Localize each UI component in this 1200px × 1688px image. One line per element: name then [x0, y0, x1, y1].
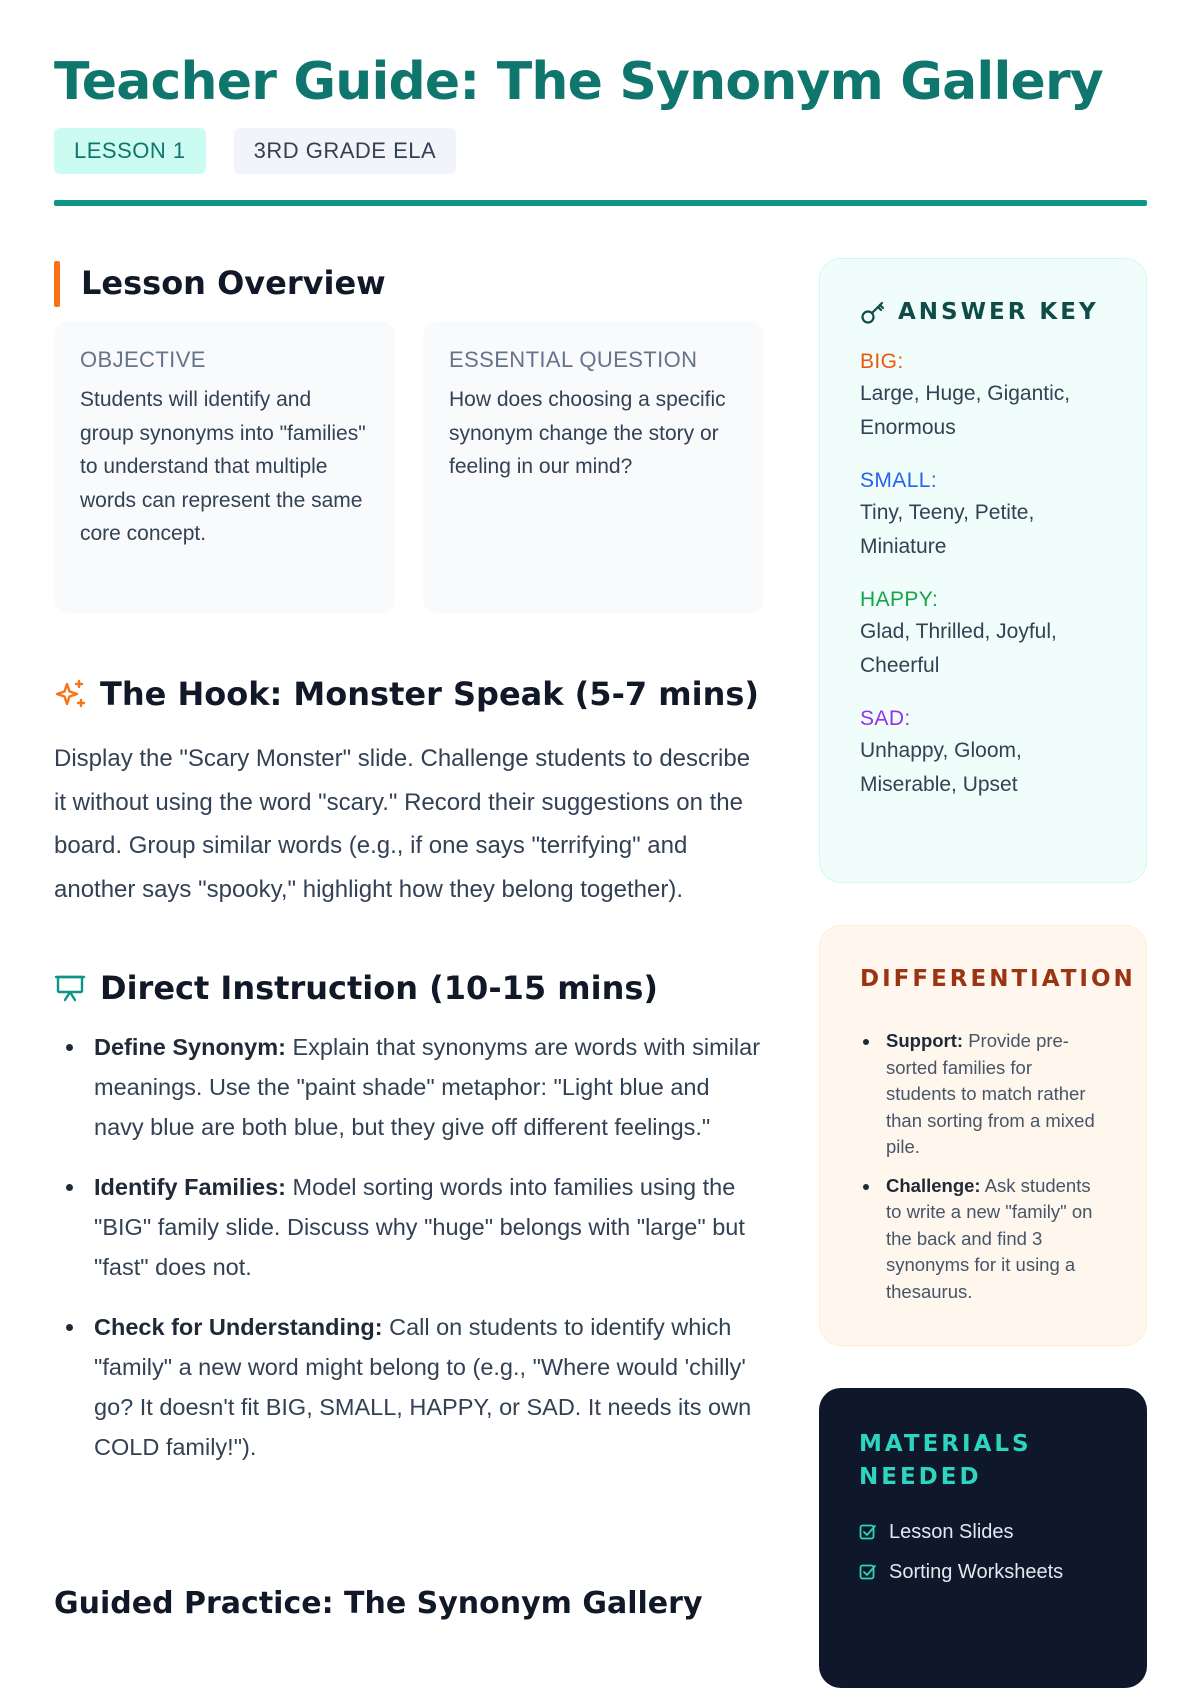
answer-key-title: ANSWER KEY	[898, 299, 1099, 325]
group-label: HAPPY:	[860, 588, 939, 611]
direct-instruction-heading	[54, 963, 764, 1013]
objective-card	[54, 321, 395, 613]
group-label: SAD:	[860, 707, 911, 730]
objective-text: Students will identify and group synonyms into "families" to understand that multiple words can represent the same core concept.	[80, 388, 366, 545]
grade-tag: 3RD GRADE ELA	[234, 128, 457, 174]
item-text: Model sorting words into families using the "BIG" family slide. Discuss why "huge" belongs with "large" but "fast" does not.	[94, 1174, 745, 1280]
direct-instruction-title: Direct Instruction (10-15 mins)	[100, 969, 659, 1007]
material-label: Lesson Slides	[889, 1520, 1014, 1543]
hook-heading	[54, 669, 764, 719]
checkbox-icon	[859, 1523, 877, 1541]
essential-question-card	[423, 321, 764, 613]
list-item	[860, 1173, 1106, 1306]
answer-group-small	[860, 466, 1106, 563]
overview-title: Lesson Overview	[81, 264, 386, 302]
materials-list	[859, 1512, 1107, 1592]
main-column	[54, 258, 764, 1487]
item-text: Provide pre-sorted families for students to match rather than sorting from a mixed pile.	[886, 1030, 1095, 1157]
group-words: Glad, Thrilled, Joyful, Cheerful	[860, 620, 1057, 677]
item-term: Check for Understanding:	[94, 1314, 383, 1340]
next-section-heading: Guided Practice: The Synonym Gallery	[54, 1586, 703, 1621]
page-title: Teacher Guide: The Synonym Gallery	[54, 52, 1103, 112]
overview-heading	[54, 258, 764, 308]
item-term: Identify Families:	[94, 1174, 286, 1200]
group-label: BIG:	[860, 350, 904, 373]
answer-key-heading	[860, 299, 1106, 325]
answer-group-happy	[860, 585, 1106, 682]
item-text: Call on students to identify which "family" a new word might belong to (e.g., "Where would 'chilly' go? It doesn't fit BIG, SMALL, HAPPY, or SAD. It needs its own COLD family!").	[94, 1314, 752, 1460]
list-item	[859, 1512, 1107, 1552]
differentiation-title: DIFFERENTIATION	[860, 966, 1136, 992]
list-item	[54, 1307, 764, 1467]
hook-text: Display the "Scary Monster" slide. Challenge students to describe it without using the word "scary." Record their suggestions on the board. Group similar words (e.g., if one says "terrifying" and another says "spooky," highlight how they belong together).	[54, 745, 751, 903]
item-term: Challenge:	[886, 1174, 981, 1196]
teacher-guide-page	[54, 0, 1147, 1621]
direct-instruction-list	[54, 1027, 764, 1467]
item-text: Explain that synonyms are words with similar meanings. Use the "paint shade" metaphor: "Light blue and navy blue are both blue, but they give off different feelings."	[94, 1034, 761, 1140]
group-words: Tiny, Teeny, Petite, Miniature	[860, 501, 1035, 558]
item-text: Ask students to write a new "family" on the back and find 3 synonyms for it using a thesaurus.	[886, 1174, 1093, 1302]
checkbox-icon	[859, 1563, 877, 1581]
item-term: Define Synonym:	[94, 1034, 286, 1060]
sparkle-icon	[54, 678, 86, 710]
group-words: Large, Huge, Gigantic, Enormous	[860, 382, 1071, 439]
accent-bar	[54, 261, 60, 307]
presentation-icon	[54, 972, 86, 1004]
answer-group-sad	[860, 704, 1106, 801]
list-item	[859, 1552, 1107, 1592]
differentiation-box	[819, 925, 1147, 1346]
essential-question-text: How does choosing a specific synonym change the story or feeling in our mind?	[449, 388, 726, 478]
list-item	[860, 1028, 1106, 1161]
sidebar	[819, 258, 1147, 1688]
materials-box	[819, 1388, 1147, 1688]
objective-label: OBJECTIVE	[80, 347, 206, 372]
list-item	[54, 1167, 764, 1287]
essential-question-label: ESSENTIAL QUESTION	[449, 347, 698, 372]
tag-row	[54, 128, 456, 174]
group-words: Unhappy, Gloom, Miserable, Upset	[860, 739, 1022, 796]
differentiation-list	[860, 1028, 1106, 1305]
materials-title: MATERIALS NEEDED	[859, 1431, 1032, 1490]
answer-key-box	[819, 258, 1147, 883]
material-label: Sorting Worksheets	[889, 1560, 1064, 1583]
group-label: SMALL:	[860, 469, 938, 492]
list-item	[54, 1027, 764, 1147]
hook-title: The Hook: Monster Speak (5-7 mins)	[100, 675, 760, 713]
header-divider	[54, 200, 1147, 206]
lesson-tag: LESSON 1	[54, 128, 206, 174]
overview-cards	[54, 321, 764, 613]
answer-group-big	[860, 347, 1106, 444]
key-icon	[860, 299, 886, 325]
item-term: Support:	[886, 1030, 964, 1051]
